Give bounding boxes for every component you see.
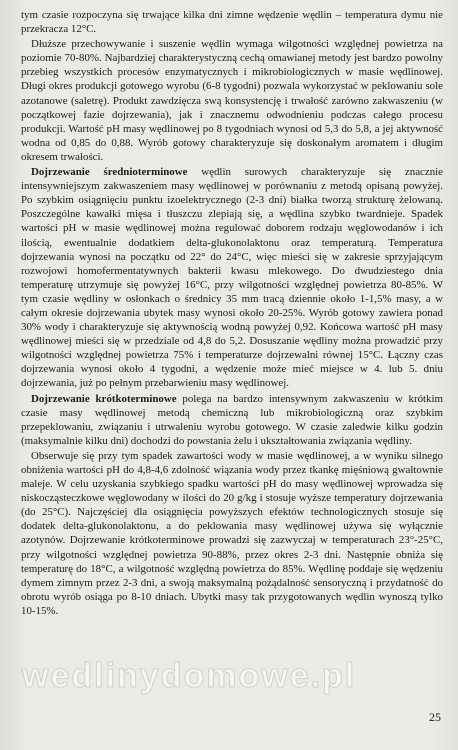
paragraph-medium-term-ripening: [21, 165, 443, 391]
paragraph-text: polega na bardzo intensywnym zakwaszeniu w krótkim czasie masy wędlinowej metodą chemiczną lub mikrobiologiczną oraz szybkim przepeklowaniu, związaniu i utrwaleniu wyrobu gotowego. W czasie zaledwie kilku godzin (maksymalnie kilku dni) dochodzi do powstania żelu i ukształtowania związania wędliny.: [21, 392, 443, 447]
section-keyword: Dojrzewanie średnioterminowe: [31, 166, 188, 179]
paragraph-long-term-drying: [21, 37, 443, 164]
paragraph-short-term-ripening: [21, 392, 443, 448]
section-keyword: Dojrzewanie krótkoterminowe: [31, 392, 177, 405]
page-number: 25: [429, 710, 441, 724]
paragraph-observations: [21, 449, 443, 618]
paragraph-text: Dłuższe przechowywanie i suszenie wędlin wymaga wilgotności względnej powietrza na poziomie 70-80%. Najbardziej charakterystyczną cechą omawianej metody jest bardzo powolny przebieg wszystkich procesów enzymatycznych i mikrobiologicznych w masie wędlinowej. Długi okres produkcji gotowego wyrobu (6-8 tygodni) pozwala wykorzystać w peklowaniu sole azotanowe (saletrę). Produkt zawdzięcza swą konsystencję i trwałość zarówno zakwaszeniu (w początkowej fazie dojrzewania), jak i znacznemu odwodnieniu podczas całego procesu produkcji. Wartość pH masy wędlinowej po 8 tygodniach wynosi od 5,3 do 5,8, a jej aktywność wodna od 0,85 do 0,88. Wyrób gotowy charakteryzuje się doskonałym aromatem i długim okresem trwałości.: [21, 38, 443, 163]
watermark: wedlinydomowe.pl: [22, 657, 357, 695]
paragraph-text: wędlin surowych charakteryzuje się znacznie intensywniejszym zakwaszeniem masy wędlinowej w porównaniu z metodą opisaną powyżej. Po szybkim osiągnięciu punktu izoelektrycznego (2-3 dni) białka tworzą strukturę żelowaną. Poszczególne kawałki mięsa i tłuszczu zlepiają się, a wędlina szybko twardnieje. Spadek wartości pH w masie wędlinowej można regulować doborem rodzaju węglowodanów i ich ilością, ewentualnie dodatkiem delta-glukonolaktonu oraz temperaturą. Temperatura dojrzewania wynosi na początku od 22° do 24°C, więc mieści się w zakresie sprzyjającym rozwojowi homofermentatywnych bakterii kwasu mlekowego. Do dwudziestego dnia temperaturę utrzymuje się powyżej 16°C, przy wilgotności względnej powietrza 80-85%. W tym czasie wędliny w osłonkach o średnicy 35 mm tracą dziennie około 1-1,5% masy, a w całym okresie dojrzewania ubytek masy wynosi około 20-25%. Wyrób gotowy zawiera ponad 30% wody i charakteryzuje się aktywnością wodną powyżej 0,92. Końcowa wartość pH masy wędlinowej mieści się w przedziale od 4,8 do 5,2. Dosuszanie wędliny można prowadzić przy wilgotności względnej powietrza 75% i temperaturze dojrzewalni równej 15°C. Łączny czas dojrzewania wynosi około 4 tygodni, a wędzenie może mieć miejsce w 4. lub 5. dniu dojrzewania, już po pełnym przebarwieniu masy wędlinowej.: [21, 166, 443, 390]
paragraph-text: Obserwuje się przy tym spadek zawartości wody w masie wędlinowej, a w wyniku silnego obniżenia wartości pH do 4,8-4,6 zdolność wiązania wody przez tkankę mięśniową gwałtownie maleje. W celu uzyskania szybkiego spadku wartości pH do masy wędlinowej wprowadza się niskocząsteczkowe węglowodany w ilości do 20 g/kg i stosuje wyższe temperatury dojrzewania (do 25°C). Najczęściej dla osiągnięcia powyższych efektów technologicznych stosuje się dodatek delta-glukonolaktonu, a do peklowania masy wędlinowej używa się wyłącznie azotynów. Dojrzewanie krótkoterminowe prowadzi się zazwyczaj w temperaturach 23°-25°C, przy wilgotności względnej powietrza 90-88%, przez okres 2-3 dni. Następnie obniża się temperaturę do 18°C, a wilgotność względną powietrza do 85%. Wędlinę poddaje się wędzeniu dymem zimnym przez 2-3 dni, a swoją maksymalną pożądalność sensoryczną i przydatność do obrotu wyrób osiąga po 8-10 dniach. Ubytki masy tak przygotowanych wędlin wynoszą tylko 10-15%.: [21, 449, 443, 617]
paragraph-text: tym czasie rozpoczyna się trwające kilka dni zimne wędzenie wędlin – temperatura dymu nie przekracza 12°C.: [21, 9, 443, 36]
paragraph-cold-smoking-intro: [21, 8, 443, 36]
